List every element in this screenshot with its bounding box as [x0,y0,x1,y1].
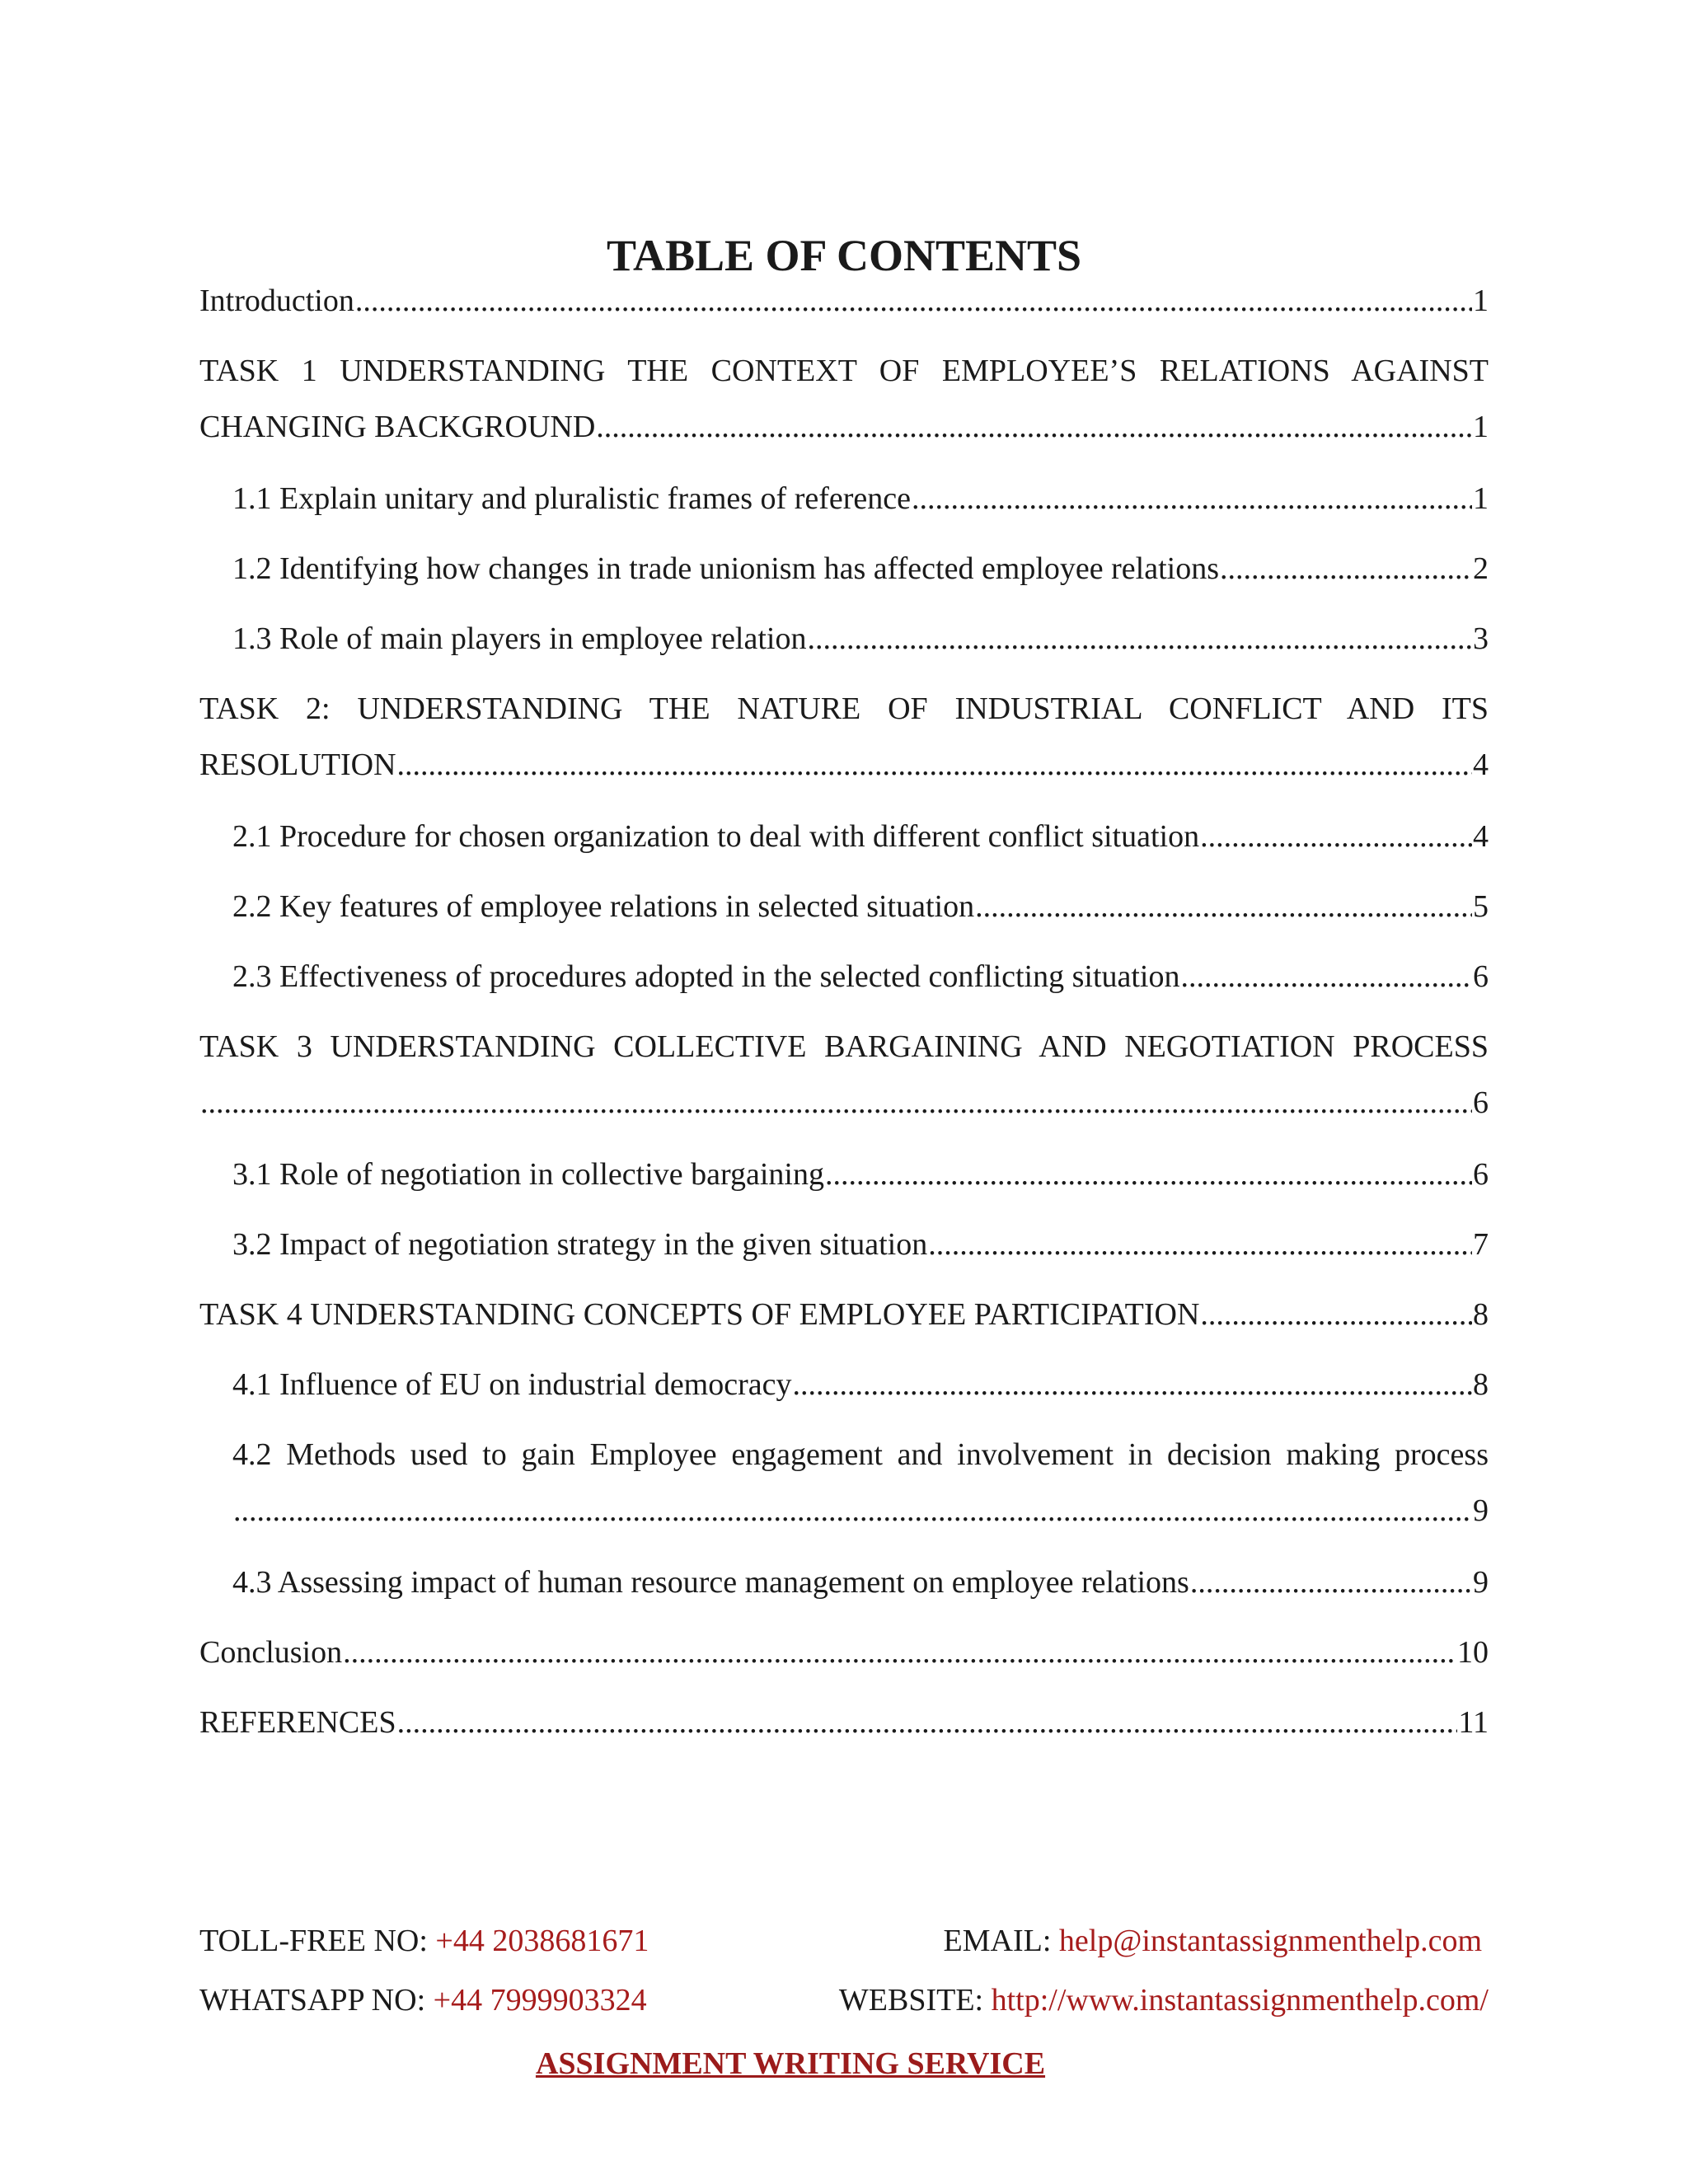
footer-website [839,1980,1489,2021]
footer-tollfree [199,1920,649,1961]
toc-page-number: 5 [1473,889,1489,924]
toc-entry-text: TASK 4 UNDERSTANDING CONCEPTS OF EMPLOYEE PARTICIPATION [199,1297,1200,1332]
toc-page-number: 10 [1457,1635,1489,1670]
website-link[interactable]: http://www.instantassignmenthelp.com/ [991,1983,1489,2018]
dot-leader [825,1154,1472,1195]
email-label: EMAIL: [943,1924,1059,1958]
toc-page-number: 3 [1473,621,1489,656]
dot-leader [343,1632,1456,1673]
page-title: TABLE OF CONTENTS [606,231,1082,280]
toc-entry-text: 3.1 Role of negotiation in collective bargaining [232,1157,824,1192]
toc-entry-1-2[interactable] [232,548,1489,589]
dot-leader [1200,1294,1472,1335]
toc-entry-text: 2.2 Key features of employee relations in selected situation [232,889,975,924]
toc-entry-text-line: TASK 2: UNDERSTANDING THE NATURE OF INDUSTRIAL CONFLICT AND ITS [199,691,1489,726]
dot-leader [1180,956,1472,997]
dot-leader [1220,548,1472,589]
toc-page-number: 8 [1473,1297,1489,1332]
footer-email [944,1920,1482,1961]
toc-entry-1-3[interactable] [232,618,1489,659]
website-label: WEBSITE: [838,1983,992,2018]
toc-page-number: 1 [1473,410,1489,444]
assignment-writing-service-link[interactable]: ASSIGNMENT WRITING SERVICE [535,2046,1046,2081]
toc-page-number: 9 [1473,1565,1489,1600]
toc-page-number: 1 [1473,284,1489,318]
toc-entry-text: Introduction [199,284,354,318]
toc-entry-task-4[interactable] [199,1294,1489,1335]
toc-entry-text: 4.1 Influence of EU on industrial democracy [232,1367,792,1402]
whatsapp-label: WHATSAPP NO: [199,1983,434,2018]
toc-entry-task-3[interactable] [199,1026,1489,1123]
toc-entry-text-line: 4.2 Methods used to gain Employee engagement and involvement in decision making process [232,1437,1489,1472]
dot-leader [233,1490,1472,1531]
toc-entry-task-1[interactable] [199,350,1489,448]
toc-entry-text-line: TASK 1 UNDERSTANDING THE CONTEXT OF EMPLOYEE’S RELATIONS AGAINST [199,354,1489,388]
toc-entry-text: 1.2 Identifying how changes in trade unionism has affected employee relations [232,551,1219,586]
toc-page-number: 9 [1473,1493,1489,1528]
toc-page-number: 6 [1473,959,1489,994]
dot-leader [596,406,1472,448]
toc-page-number: 4 [1473,819,1489,854]
footer-whatsapp [199,1980,647,2021]
toc-entry-text: 1.3 Role of main players in employee relation [232,621,807,656]
toc-entry-3-1[interactable] [232,1154,1489,1195]
toc-entry-text: 2.1 Procedure for chosen organization to deal with different conflict situation [232,819,1200,854]
toc-entry-1-1[interactable] [232,478,1489,519]
toc-entry-2-3[interactable] [232,956,1489,997]
toc-page-number: 2 [1473,551,1489,586]
toc-entry-text: REFERENCES [199,1705,396,1740]
toc-entry-text: RESOLUTION [199,748,396,782]
toc-entry-2-2[interactable] [232,886,1489,927]
toc-page-number: 7 [1473,1227,1489,1262]
dot-leader [807,618,1472,659]
dot-leader [912,478,1472,519]
toc-page-number: 8 [1473,1367,1489,1402]
toc-entry-conclusion[interactable] [199,1632,1489,1673]
whatsapp-number[interactable]: +44 7999903324 [433,1983,647,2018]
toc-entry-introduction[interactable] [199,280,1489,321]
dot-leader [975,886,1472,927]
toc-entry-text: 1.1 Explain unitary and pluralistic frames of reference [232,481,911,516]
tollfree-label: TOLL-FREE NO: [199,1924,436,1958]
email-link[interactable]: help@instantassignmenthelp.com [1058,1924,1482,1958]
toc-entry-text: 2.3 Effectiveness of procedures adopted in the selected conflicting situation [232,959,1180,994]
dot-leader [928,1224,1472,1265]
toc-entry-references[interactable] [199,1702,1489,1743]
toc-page-number: 6 [1473,1157,1489,1192]
toc-entry-4-1[interactable] [232,1364,1489,1405]
dot-leader [793,1364,1473,1405]
toc-entry-text: 4.3 Assessing impact of human resource management on employee relations [232,1565,1189,1600]
toc-page-number: 11 [1458,1705,1489,1740]
toc-page-number: 1 [1473,481,1489,516]
toc-entry-task-2[interactable] [199,688,1489,785]
toc-entry-text-line: TASK 3 UNDERSTANDING COLLECTIVE BARGAINING AND NEGOTIATION PROCESS [199,1029,1489,1064]
dot-leader [397,744,1472,785]
dot-leader [200,1082,1472,1123]
dot-leader [397,1702,1458,1743]
toc-entry-3-2[interactable] [232,1224,1489,1265]
toc-entry-text: 3.2 Impact of negotiation strategy in the given situation [232,1227,928,1262]
toc-page-number: 4 [1473,748,1489,782]
toc-entry-4-2[interactable] [232,1434,1489,1531]
dot-leader [1200,816,1472,857]
dot-leader [1190,1562,1472,1603]
toc-entry-2-1[interactable] [232,816,1489,857]
toc-page-number: 6 [1473,1085,1489,1120]
toc-entry-4-3[interactable] [232,1562,1489,1603]
toc-entry-text: Conclusion [199,1635,343,1670]
dot-leader [355,280,1472,321]
toc-entry-text: CHANGING BACKGROUND [199,410,596,444]
tollfree-number[interactable]: +44 2038681671 [435,1924,649,1958]
